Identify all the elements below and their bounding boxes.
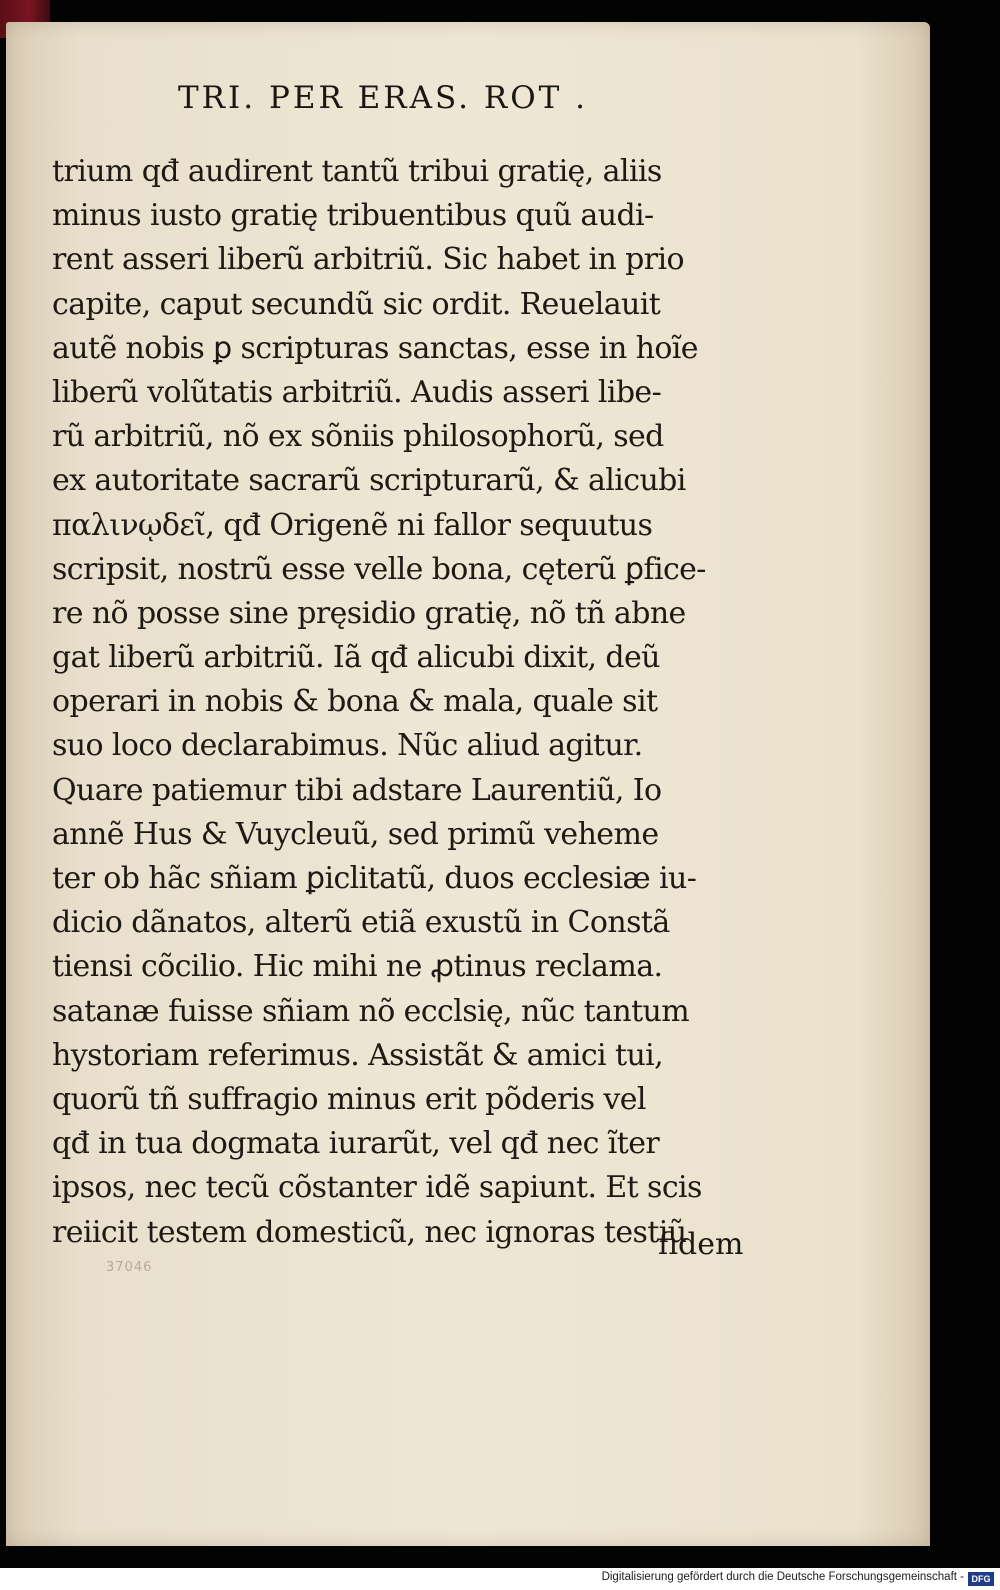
text-line: re nõ posse sine pręsidio gratię, nõ tñ abne — [52, 595, 686, 631]
text-line: gat liberũ arbitriũ. Iã qđ alicubi dixit, deũ — [52, 640, 660, 676]
text-line: liberũ volũtatis arbitriũ. Audis asseri libe- — [52, 374, 662, 410]
text-line: suo loco declarabimus. Nũc aliud agitur. — [52, 728, 643, 764]
text-line: dicio dãnatos, alterũ etiã exustũ in Constã — [52, 905, 670, 941]
catchword: fidem — [658, 1227, 744, 1262]
dfg-logo-icon: DFG — [968, 1572, 994, 1586]
text-line: operari in nobis & bona & mala, quale sit — [52, 684, 658, 720]
text-line: hystoriam referimus. Assistãt & amici tui, — [52, 1037, 664, 1073]
footer-bar — [0, 1568, 1000, 1590]
text-line: scripsit, nostrũ esse velle bona, cęterũ ꝑfice- — [52, 551, 706, 587]
library-stamp: 37046 — [106, 1260, 153, 1275]
text-block — [52, 150, 772, 1255]
text-line: reiicit testem domesticũ, nec ignoras testiũ — [52, 1214, 687, 1250]
text-line: quorũ tñ suffragio minus erit põderis vel — [52, 1081, 646, 1117]
text-line: qđ in tua dogmata iurarũt, vel qđ nec ĩter — [52, 1126, 660, 1162]
text-line: ex autoritate sacrarũ scripturarũ, & alicubi — [52, 463, 686, 499]
running-head: TRI. PER ERAS. ROT . — [178, 80, 588, 116]
text-line: ter ob hãc sñiam ꝑiclitatũ, duos ecclesiæ iu- — [52, 861, 697, 896]
text-line: minus iusto gratię tribuentibus quũ audi- — [52, 198, 654, 234]
text-line: annẽ Hus & Vuycleuũ, sed primũ veheme — [52, 816, 659, 852]
text-line: tiensi cõcilio. Hic mihi ne ꝓtinus reclama. — [52, 949, 663, 985]
text-line: Quare patiemur tibi adstare Laurentiũ, Io — [52, 772, 662, 808]
funding-notice: Digitalisierung gefördert durch die Deutsche Forschungsgemeinschaft - — [601, 1571, 964, 1583]
text-line: trium qđ audirent tantũ tribui gratię, aliis — [52, 154, 662, 189]
text-line: capite, caput secundũ sic ordit. Reuelauit — [52, 286, 661, 322]
text-line: παλινῳδεῖ, qđ Origenẽ ni fallor sequutus — [52, 507, 653, 543]
text-line: satanæ fuisse sñiam nõ ecclsię, nũc tantum — [52, 993, 690, 1029]
text-line: rũ arbitriũ, nõ ex sõniis philosophorũ, sed — [52, 419, 664, 455]
text-line: ipsos, nec tecũ cõstanter idẽ sapiunt. Et scis — [52, 1170, 702, 1206]
book-page — [6, 22, 930, 1546]
text-line: autẽ nobis ꝑ scripturas sanctas, esse in hoĩe — [52, 330, 698, 366]
text-line: rent asseri liberũ arbitriũ. Sic habet in prio — [52, 242, 684, 278]
